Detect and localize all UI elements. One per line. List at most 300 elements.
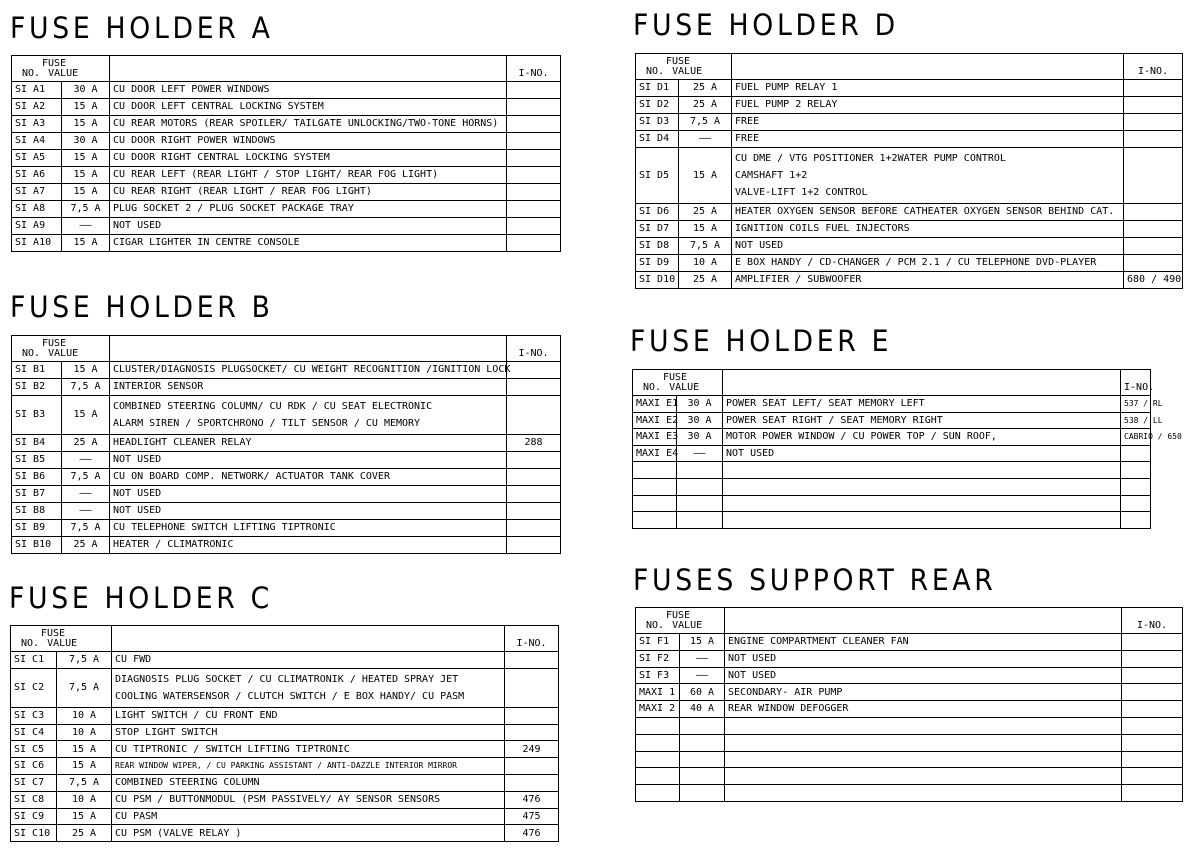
fuse-description: NOT USED [725,650,1122,667]
fuse-description: HEADLIGHT CLEANER RELAY [110,435,507,452]
fuse-value: —— [680,667,725,684]
fuse-number [636,717,680,734]
fuse-ino: 249 [505,741,559,758]
fuse-value: 7,5 A [62,201,110,218]
fuse-description: NOT USED [723,445,1121,462]
fuse-number: SI C4 [11,724,57,741]
fuse-row [12,379,561,396]
fuse-value: 25 A [679,80,732,97]
fuse-row [636,650,1183,667]
fuse-row [636,114,1183,131]
fuse-ino [1124,221,1183,238]
fuse-value: 30 A [677,429,723,446]
fuse-value: 15 A [57,808,112,825]
fuse-row [12,503,561,520]
no-label: NO. [646,65,665,77]
header-row [12,56,561,82]
fuse-description: NOT USED [732,238,1124,255]
fuse-row [12,150,561,167]
fuse-value: 25 A [62,435,110,452]
fuse-ino [1122,650,1183,667]
fuse-ino [1122,667,1183,684]
fuse-row [12,116,561,133]
fuse-header [12,336,110,362]
fuse-ino [1124,114,1183,131]
fuse-number: SI C2 [11,668,57,707]
fuse-description: CLUSTER/DIAGNOSIS PLUGSOCKET/ CU WEIGHT RECOGNITION /IGNITION LOCK [110,362,507,379]
holder-b-title: FUSE HOLDER B [10,290,274,324]
ino-header: I-NO. [507,56,561,82]
fuse-ino [507,537,561,554]
fuse-description: POWER SEAT RIGHT / SEAT MEMORY RIGHT [723,412,1121,429]
fuse-description-text: CU DME / VTG POSITIONER 1+2WATER PUMP CONTROL CAMSHAFT 1+2 VALVE-LIFT 1+2 CONTROL [735,153,1006,198]
fuse-value: 30 A [677,412,723,429]
fuse-number: SI C5 [11,741,57,758]
fuse-row [12,520,561,537]
fuse-ino: 476 [505,825,559,842]
fuse-number [636,751,680,768]
description-header [723,370,1121,396]
fuse-row [12,167,561,184]
fuse-value: 10 A [57,724,112,741]
fuse-number: SI D4 [636,131,679,148]
fuse-ino: 476 [505,791,559,808]
fuse-row [11,668,559,707]
fuse-number: SI A2 [12,99,62,116]
fuse-number: SI F1 [636,634,680,651]
fuse-description: STOP LIGHT SWITCH [112,724,505,741]
fuse-row [636,80,1183,97]
fuse-number: SI C3 [11,707,57,724]
fuse-description: COMBINED STEERING COLUMN [112,774,505,791]
fuse-row [636,701,1183,718]
fuse-value: 15 A [62,396,110,435]
fuse-description: E BOX HANDY / CD-CHANGER / PCM 2.1 / CU TELEPHONE DVD-PLAYER [732,255,1124,272]
fuse-ino [1122,734,1183,751]
fuse-description: CU REAR MOTORS (REAR SPOILER/ TAILGATE UNLOCKING/TWO-TONE HORNS) [110,116,507,133]
fuse-row [11,652,559,669]
fuse-row [11,741,559,758]
ino-header: I-NO. [1122,608,1183,634]
fuse-number: MAXI E3 [633,429,677,446]
fuse-description [110,396,507,435]
fuse-ino [505,652,559,669]
fuse-description: NOT USED [110,218,507,235]
fuse-ino [505,668,559,707]
fuse-row [633,429,1151,446]
fuse-row [636,221,1183,238]
fuse-description: CU ON BOARD COMP. NETWORK/ ACTUATOR TANK COVER [110,469,507,486]
fuse-row [636,751,1183,768]
fuse-description [723,512,1121,529]
fuse-value [677,478,723,495]
fuse-number [636,734,680,751]
fuse-ino [507,201,561,218]
fuse-number: MAXI E1 [633,396,677,413]
fuse-row [11,758,559,775]
ino-header: I-NO. [1124,54,1183,80]
fuse-value: —— [62,486,110,503]
fuse-ino [507,396,561,435]
header-row [636,54,1183,80]
header-row [12,336,561,362]
fuse-number: SI B5 [12,452,62,469]
fuse-description [112,668,505,707]
fuse-ino [1124,80,1183,97]
fuse-description: AMPLIFIER / SUBWOOFER [732,272,1124,289]
fuse-ino [1124,97,1183,114]
fuse-ino: 538 / LL [1121,412,1151,429]
fuse-number: SI A1 [12,82,62,99]
fuse-number: SI C9 [11,808,57,825]
fuse-header [636,54,732,80]
holder-c-title: FUSE HOLDER C [9,581,273,615]
fuse-value: 15 A [679,148,732,204]
fuse-value: —— [677,445,723,462]
fuse-row [633,462,1151,479]
fuse-number: SI B7 [12,486,62,503]
fuse-description [725,785,1122,802]
fuse-description: NOT USED [110,452,507,469]
fuse-value [677,462,723,479]
fuse-ino [1121,495,1151,512]
fuse-row [12,396,561,435]
fuse-number: SI B3 [12,396,62,435]
value-label: VALUE [48,67,79,79]
fuse-row [12,235,561,252]
fuse-number: SI D5 [636,148,679,204]
fuse-value: 7,5 A [62,379,110,396]
fuse-description: CU DOOR LEFT CENTRAL LOCKING SYSTEM [110,99,507,116]
fuse-value: 25 A [62,537,110,554]
fuse-number: MAXI 2 [636,701,680,718]
fuse-row [12,469,561,486]
fuse-row [633,396,1151,413]
fuse-ino [507,362,561,379]
fuse-value: 15 A [57,758,112,775]
fuse-header [12,56,110,82]
fuse-value: 7,5 A [62,520,110,537]
fuse-value: 60 A [680,684,725,701]
fuse-description-text: DIAGNOSIS PLUG SOCKET / CU CLIMATRONIK / HEATED SPRAY JET COOLING WATERSENSOR / CLUTCH SWITCH / E BOX HANDY/ CU PASM [115,673,465,702]
fuse-number: SI A7 [12,184,62,201]
fuse-description: CU FWD [112,652,505,669]
fuse-row [12,486,561,503]
fuse-number: SI D8 [636,238,679,255]
fuse-number: SI D1 [636,80,679,97]
no-label: NO. [21,637,40,649]
header-row [633,370,1151,396]
fuse-label: FUSE [666,55,691,67]
header-row [11,626,559,652]
value-label: VALUE [47,637,78,649]
fuse-value [677,512,723,529]
fuse-number: SI A6 [12,167,62,184]
fuse-ino [505,774,559,791]
fuse-value: 10 A [679,255,732,272]
fuse-description: HEATER OXYGEN SENSOR BEFORE CATHEATER OXYGEN SENSOR BEHIND CAT. [732,204,1124,221]
fuse-value: 7,5 A [679,238,732,255]
fuse-value [680,734,725,751]
fuse-label: FUSE [42,337,67,349]
fuse-row [636,238,1183,255]
fuse-row [636,255,1183,272]
fuse-description: CU DOOR LEFT POWER WINDOWS [110,82,507,99]
fuse-description: CIGAR LIGHTER IN CENTRE CONSOLE [110,235,507,252]
fuse-ino [1124,255,1183,272]
fuse-row [636,717,1183,734]
fuse-description-text: COMBINED STEERING COLUMN/ CU RDK / CU SEAT ELECTRONIC ALARM SIREN / SPORTCHRONO / TILT SENSOR / CU MEMORY [113,401,433,429]
fuse-description [725,734,1122,751]
no-label: NO. [22,67,41,79]
fuse-ino [1122,701,1183,718]
fuse-row [633,512,1151,529]
fuse-number: SI D7 [636,221,679,238]
fuse-value: 15 A [62,150,110,167]
fuse-number: MAXI 1 [636,684,680,701]
fuse-row [11,724,559,741]
fuse-description: CU PSM (VALVE RELAY ) [112,825,505,842]
fuse-description: NOT USED [110,503,507,520]
fuse-number: SI A8 [12,201,62,218]
fuse-value: 25 A [57,825,112,842]
holder-e-title: FUSE HOLDER E [630,324,893,358]
fuse-row [12,218,561,235]
fuse-number: SI A10 [12,235,62,252]
fuse-ino [1124,238,1183,255]
fuse-header [633,370,723,396]
fuse-value: 25 A [679,204,732,221]
fuse-row [636,785,1183,802]
fuse-ino [505,707,559,724]
fuse-label: FUSE [666,609,691,621]
no-label: NO. [646,619,665,631]
fuse-number [633,478,677,495]
fuse-ino [507,469,561,486]
fuse-description: SECONDARY- AIR PUMP [725,684,1122,701]
fuse-value: 30 A [62,82,110,99]
description-header [725,608,1122,634]
fuse-value [677,495,723,512]
fuse-ino [507,167,561,184]
fuse-row [12,362,561,379]
fuse-value: 25 A [679,272,732,289]
fuse-value: 7,5 A [57,652,112,669]
ino-header: I-NO. [1121,370,1151,396]
fuse-ino [1122,634,1183,651]
fuse-value: —— [62,503,110,520]
fuse-ino [507,379,561,396]
fuse-ino [507,235,561,252]
fuses-support-rear-table [635,607,1183,802]
fuse-ino [507,486,561,503]
fuse-description: LIGHT SWITCH / CU FRONT END [112,707,505,724]
fuse-number: SI B4 [12,435,62,452]
fuse-number: SI B2 [12,379,62,396]
fuse-ino [507,99,561,116]
fuse-ino [1124,131,1183,148]
fuse-value: 15 A [679,221,732,238]
fuse-number: SI C1 [11,652,57,669]
fuse-number: SI A4 [12,133,62,150]
description-header [112,626,505,652]
fuse-row [12,201,561,218]
value-label: VALUE [672,65,703,77]
fuse-ino [507,82,561,99]
fuse-ino [1122,717,1183,734]
fuse-number: SI C8 [11,791,57,808]
fuse-number: SI A5 [12,150,62,167]
fuse-number: SI C10 [11,825,57,842]
fuse-description: CU DOOR RIGHT POWER WINDOWS [110,133,507,150]
fuse-ino [507,218,561,235]
fuse-description [723,462,1121,479]
fuse-ino: 680 / 490 [1124,272,1183,289]
holder-c-table [10,625,559,842]
fuse-number: SI C6 [11,758,57,775]
fuse-row [12,82,561,99]
fuse-number: SI D10 [636,272,679,289]
fuse-value: 25 A [679,97,732,114]
holder-b-table [11,335,561,554]
fuse-row [636,272,1183,289]
fuse-row [633,445,1151,462]
fuse-value: 15 A [62,167,110,184]
fuse-row [636,684,1183,701]
fuse-value: —— [679,131,732,148]
fuse-number: SI B1 [12,362,62,379]
fuse-number: SI A9 [12,218,62,235]
ino-header: I-NO. [505,626,559,652]
value-label: VALUE [672,619,703,631]
fuse-ino [507,133,561,150]
fuse-value: —— [680,650,725,667]
no-label: NO. [643,381,662,393]
fuse-value: 15 A [62,362,110,379]
fuse-ino [505,724,559,741]
fuse-number [633,462,677,479]
value-label: VALUE [48,347,79,359]
fuse-value: 7,5 A [62,469,110,486]
fuse-value [680,785,725,802]
holder-e-table [632,369,1182,529]
fuse-description: CU TIPTRONIC / SWITCH LIFTING TIPTRONIC [112,741,505,758]
description-header [732,54,1124,80]
fuse-number: SI D3 [636,114,679,131]
fuse-ino [1121,478,1151,495]
fuse-value [680,768,725,785]
fuse-value: —— [62,452,110,469]
fuse-row [12,99,561,116]
fuse-value: 40 A [680,701,725,718]
fuse-description: CU PSM / BUTTONMODUL (PSM PASSIVELY/ AY SENSOR SENSORS [112,791,505,808]
fuse-number [633,495,677,512]
fuse-label: FUSE [41,627,66,639]
fuse-ino [1122,751,1183,768]
fuse-row [636,204,1183,221]
fuse-description: POWER SEAT LEFT/ SEAT MEMORY LEFT [723,396,1121,413]
fuse-row [633,495,1151,512]
fuse-label: FUSE [663,371,688,383]
fuse-description: CU REAR LEFT (REAR LIGHT / STOP LIGHT/ REAR FOG LIGHT) [110,167,507,184]
fuse-description: NOT USED [110,486,507,503]
fuse-value: 30 A [677,396,723,413]
fuse-value: 15 A [680,634,725,651]
fuse-number: SI B10 [12,537,62,554]
fuse-description [725,717,1122,734]
fuse-row [636,667,1183,684]
header-row [636,608,1183,634]
fuse-ino [505,758,559,775]
fuse-description: PLUG SOCKET 2 / PLUG SOCKET PACKAGE TRAY [110,201,507,218]
fuse-row [636,131,1183,148]
fuse-row [12,452,561,469]
fuse-ino [1122,785,1183,802]
fuse-number: SI B9 [12,520,62,537]
fuse-number: MAXI E4 [633,445,677,462]
fuse-ino [507,116,561,133]
fuse-value: 15 A [62,99,110,116]
fuse-ino [507,503,561,520]
value-label: VALUE [669,381,700,393]
fuse-header [11,626,112,652]
fuse-description: MOTOR POWER WINDOW / CU POWER TOP / SUN ROOF, [723,429,1121,446]
fuse-description: IGNITION COILS FUEL INJECTORS [732,221,1124,238]
fuse-row [12,184,561,201]
ino-header: I-NO. [507,336,561,362]
fuse-row [11,808,559,825]
fuse-header [636,608,725,634]
description-header [110,56,507,82]
fuse-ino: 475 [505,808,559,825]
holder-d-table [635,53,1183,289]
holder-a-table [11,55,561,252]
fuse-description: FREE [732,131,1124,148]
fuse-description: FUEL PUMP 2 RELAY [732,97,1124,114]
holder-d-title: FUSE HOLDER D [633,8,899,42]
fuse-description: HEATER / CLIMATRONIC [110,537,507,554]
fuse-description [723,478,1121,495]
description-header [110,336,507,362]
fuse-number: SI D2 [636,97,679,114]
fuse-row [12,435,561,452]
fuse-description: REAR WINDOW DEFOGGER [725,701,1122,718]
fuse-ino [1121,445,1151,462]
holder-a-title: FUSE HOLDER A [10,11,274,45]
fuse-row [12,537,561,554]
fuse-ino: CABRIO / 650 [1121,429,1151,446]
fuse-ino: 537 / RL [1121,396,1151,413]
fuse-description [725,751,1122,768]
fuse-description: CU PASM [112,808,505,825]
fuse-value: —— [62,218,110,235]
fuse-value: 10 A [57,791,112,808]
fuse-value: 15 A [62,116,110,133]
fuse-ino [507,184,561,201]
fuse-row [633,478,1151,495]
fuse-row [11,707,559,724]
fuse-value: 7,5 A [57,668,112,707]
fuse-number [633,512,677,529]
fuse-ino [1122,768,1183,785]
fuse-row [633,412,1151,429]
fuse-value: 7,5 A [679,114,732,131]
fuse-row [636,97,1183,114]
fuse-row [636,768,1183,785]
fuse-ino [1124,148,1183,204]
fuse-number: SI D6 [636,204,679,221]
fuse-number: SI F2 [636,650,680,667]
